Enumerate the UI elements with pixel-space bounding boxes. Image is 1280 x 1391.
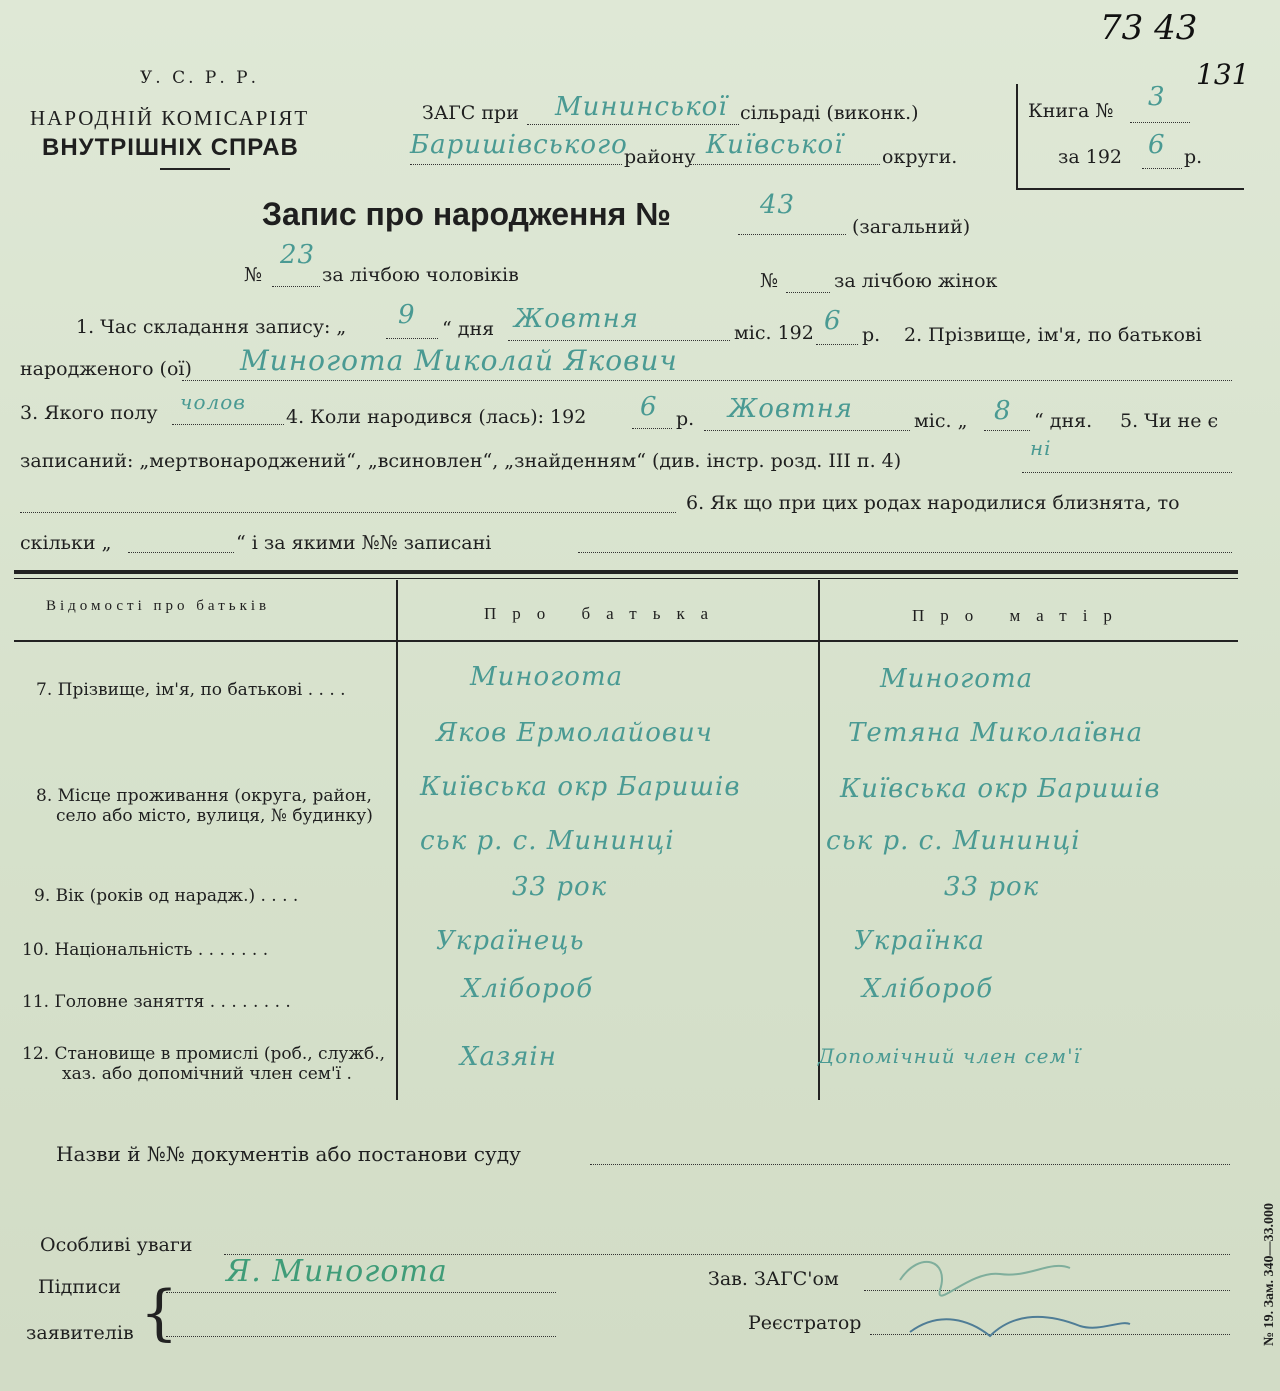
row8-label: 8. Місце проживання (округа, район,	[36, 786, 372, 806]
row7-mother2: Тетяна Миколаївна	[848, 718, 1144, 748]
male-prefix: №	[244, 264, 262, 286]
row8-father2: ськ р. с. Мининці	[420, 826, 675, 856]
f1-month-line	[508, 340, 730, 341]
f6-blank-line	[20, 512, 676, 513]
female-prefix: №	[760, 270, 778, 292]
row12-label2: хаз. або допомічний член сем'ї .	[62, 1064, 352, 1084]
table-col2-header: Про батька	[484, 604, 725, 623]
commissariat-line1: НАРОДНІЙ КОМІСАРІЯТ	[30, 106, 310, 130]
table-top-rule-thin	[14, 578, 1238, 579]
f1-label: 1. Час складання запису: „	[76, 316, 347, 338]
f3-label: 3. Якого полу	[20, 402, 158, 424]
f1-day-suffix: “ дня	[442, 318, 495, 340]
docs-line	[590, 1164, 1230, 1165]
okruha-line	[690, 164, 880, 165]
f4-day-line	[984, 430, 1030, 431]
signatures-brace: {	[140, 1278, 179, 1348]
ussr-label: У. С. Р. Р.	[140, 68, 259, 88]
f5-line2: записаний: „мертвонароджений“, „всиновлен“, „знайденням“ (див. інстр. розд. III п. 4)	[20, 450, 902, 472]
row10-label: 10. Національність . . . . . . .	[22, 940, 269, 960]
archive-corner-number: 73 43	[1100, 8, 1198, 48]
f4-year: 6	[640, 392, 658, 422]
f4-mis: міс. „	[914, 410, 968, 432]
year-label: за 192	[1058, 146, 1122, 168]
f5-line	[1022, 472, 1232, 473]
female-label: за лічбою жінок	[834, 270, 998, 292]
table-col1-header: Відомості про батьків	[46, 598, 271, 614]
silradi-label: сільраді (виконк.)	[740, 102, 919, 124]
record-number-line	[738, 234, 846, 235]
f3-value: чолов	[180, 390, 246, 414]
male-line	[272, 286, 320, 287]
notes-label: Особливі уваги	[40, 1234, 193, 1256]
commissariat-line2: ВНУТРІШНІХ СПРАВ	[42, 134, 299, 161]
row12-father: Хазяін	[460, 1042, 557, 1072]
book-label: Книга №	[1028, 100, 1114, 122]
row8-label2: село або місто, вулиця, № будинку)	[56, 806, 373, 826]
record-title: Запис про народження №	[262, 196, 671, 232]
row9-label: 9. Вік (років од нарадж.) . . . .	[34, 886, 299, 906]
table-divider-1	[396, 580, 398, 1100]
f6-count-line	[128, 552, 234, 553]
table-top-rule	[14, 570, 1238, 574]
row10-mother: Українка	[854, 926, 985, 956]
signatures-label1: Підписи	[38, 1276, 121, 1298]
f6-label: 6. Як що при цих родах народилися близнята, то	[686, 492, 1180, 514]
record-number: 43	[760, 190, 796, 220]
f6-numbers-line	[578, 552, 1232, 553]
side-print: № 19. Зам. 340—33.000	[1262, 1203, 1277, 1346]
f1-year-suffix: р.	[862, 324, 881, 346]
row8-father: Київська окр Баришів	[420, 772, 741, 802]
okruha-label: округи.	[882, 146, 958, 168]
table-col3-header: Про матір	[912, 606, 1128, 625]
f1-day-line	[386, 338, 438, 339]
row12-label: 12. Становище в промислі (роб., служб.,	[22, 1044, 386, 1064]
f1-year-line	[816, 344, 858, 345]
f4-month: Жовтня	[728, 394, 853, 424]
row7-label: 7. Прізвище, ім'я, по батькові . . . .	[36, 680, 346, 700]
f4-r: р.	[676, 408, 695, 430]
official-signatures	[880, 1240, 1140, 1350]
raion-value: Баришівського	[410, 130, 628, 160]
f1-month: Жовтня	[514, 304, 639, 334]
book-line	[1130, 122, 1190, 123]
book-value: 3	[1148, 82, 1166, 112]
signature-value: Я. Миногота	[226, 1254, 448, 1289]
zags-value: Мининської	[555, 92, 728, 122]
signatures-label2: заявителів	[26, 1322, 134, 1344]
row11-label: 11. Головне заняття . . . . . . . .	[22, 992, 291, 1012]
f4-day-suffix: “ дня.	[1034, 410, 1093, 432]
signature-line-2	[166, 1336, 556, 1337]
general-label: (загальний)	[852, 216, 971, 238]
f2-label: 2. Прізвище, ім'я, по батькові	[904, 324, 1202, 346]
male-label: за лічбою чоловіків	[322, 264, 519, 286]
signature-line-1	[166, 1292, 556, 1293]
raion-line	[410, 164, 622, 165]
zags-line	[527, 124, 739, 125]
row8-mother2: ськ р. с. Мининці	[826, 826, 1081, 856]
row10-father: Українець	[436, 926, 585, 956]
f1-day: 9	[398, 300, 416, 330]
f4-month-line	[704, 430, 910, 431]
archive-page-number: 131	[1196, 58, 1250, 91]
row12-mother: Допомічний член сем'ї	[818, 1044, 1081, 1068]
f6-line2b: “ і за якими №№ записані	[236, 532, 492, 554]
f1-year-label: міс. 192	[734, 322, 814, 344]
okruha-value: Київської	[706, 130, 844, 160]
f3-line	[172, 424, 284, 425]
zags-label: ЗАГС при	[422, 102, 519, 124]
row7-mother: Миногота	[880, 664, 1034, 694]
f2-label2: народженого (ої)	[20, 358, 192, 380]
f4-day: 8	[994, 396, 1012, 426]
f4-year-line	[632, 428, 672, 429]
zags-head-label: Зав. ЗАГС'ом	[708, 1268, 839, 1290]
row9-mother: 33 рок	[944, 872, 1040, 902]
f2-value: Миногота Миколай Якович	[240, 344, 678, 377]
row9-father: 33 рок	[512, 872, 608, 902]
f1-year: 6	[824, 306, 842, 336]
year-line	[1142, 168, 1182, 169]
f4-label: 4. Коли народився (лась): 192	[286, 406, 587, 428]
f5-label: 5. Чи не є	[1120, 410, 1219, 432]
row11-mother: Хлібороб	[862, 974, 994, 1004]
male-value: 23	[280, 240, 316, 270]
header-rule	[160, 168, 230, 170]
raion-label: району	[624, 146, 696, 168]
docs-label: Назви й №№ документів або постанови суду	[56, 1142, 521, 1166]
year-value: 6	[1148, 130, 1166, 160]
registrar-label: Реєстратор	[748, 1312, 862, 1334]
row7-father: Миногота	[470, 662, 624, 692]
f5-value: ні	[1030, 436, 1052, 460]
table-divider-2	[818, 580, 820, 1100]
row11-father: Хлібороб	[462, 974, 594, 1004]
year-suffix: р.	[1184, 146, 1203, 168]
row8-mother: Київська окр Баришів	[840, 774, 1161, 804]
f2-line	[182, 380, 1232, 381]
female-line	[786, 292, 830, 293]
table-header-rule	[14, 640, 1238, 642]
f6-line2a: скільки „	[20, 532, 112, 554]
row7-father2: Яков Ермолайович	[436, 718, 713, 748]
